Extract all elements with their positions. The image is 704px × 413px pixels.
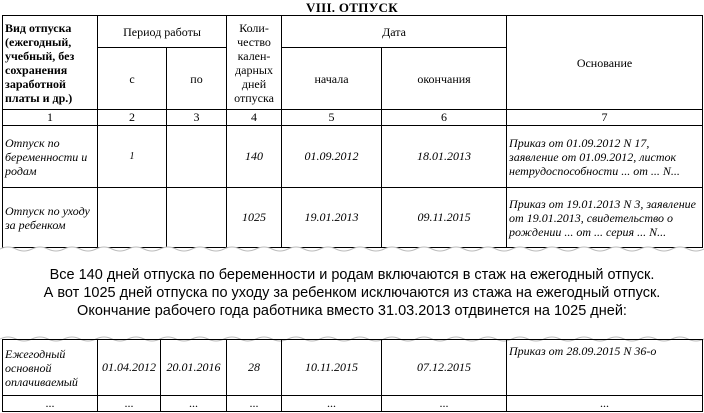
- header-period: Период работы: [98, 16, 227, 48]
- column-numbers-row: [3, 110, 703, 126]
- row-start: 01.09.2012: [282, 126, 382, 188]
- section-title: VIII. ОТПУСК: [306, 0, 398, 15]
- row-days: 1025: [227, 188, 282, 248]
- header-start: начала: [282, 48, 382, 110]
- row-basis: Приказ от 28.09.2015 N 36-о: [507, 340, 703, 396]
- header-to: по: [167, 48, 227, 110]
- note-line: Все 140 дней отпуска по беременности и родам включаются в стаж на ежегодный отпуск.: [49, 267, 655, 283]
- note-line: А вот 1025 дней отпуска по уходу за ребенком исключаются из стажа на ежегодный отпуск.: [43, 285, 661, 301]
- row-days: 28: [227, 340, 282, 396]
- col-number: 5: [282, 110, 382, 126]
- ellipsis-cell: ...: [161, 396, 227, 412]
- header-end: окончания: [382, 48, 507, 110]
- col-number: 2: [98, 110, 167, 126]
- ellipsis-row: [3, 396, 703, 412]
- row-start: 19.01.2013: [282, 188, 382, 248]
- ellipsis-cell: ...: [3, 396, 98, 412]
- row-from: 1: [98, 126, 167, 188]
- row-vid: Отпуск по уходу за ребенком: [3, 188, 98, 248]
- vacation-table-continued: [2, 339, 703, 412]
- row-vid: Ежегодный основной оплачиваемый: [3, 340, 98, 396]
- ellipsis-cell: ...: [382, 396, 507, 412]
- ellipsis-cell: ...: [282, 396, 382, 412]
- col-number: 4: [227, 110, 282, 126]
- col-number: 7: [507, 110, 703, 126]
- header-vid: Вид отпуска (ежегодный, учебный, без сохранения заработной платы и др.): [3, 16, 98, 110]
- row-basis: Приказ от 19.01.2013 N 3, заявление от 19.01.2013, свидетельство о рождении ... от ... серия ... N...: [507, 188, 703, 248]
- ellipsis-cell: ...: [507, 396, 703, 412]
- header-qty: Коли-чество кален-дарных дней отпуска: [227, 16, 282, 110]
- explanation-text: [0, 266, 704, 320]
- row-to: [167, 126, 227, 188]
- vacation-table: [2, 15, 703, 248]
- row-end: 09.11.2015: [382, 188, 507, 248]
- table-row: [3, 126, 703, 188]
- torn-edge-top: [0, 240, 704, 260]
- ellipsis-cell: ...: [98, 396, 161, 412]
- col-number: 6: [382, 110, 507, 126]
- row-end: 07.12.2015: [382, 340, 507, 396]
- row-basis: Приказ от 01.09.2012 N 17, заявление от 01.09.2012, листок нетрудоспособности ... от ... N...: [507, 126, 703, 188]
- header-date: Дата: [282, 16, 507, 48]
- row-from: 01.04.2012: [98, 340, 161, 396]
- col-number: 3: [167, 110, 227, 126]
- row-days: 140: [227, 126, 282, 188]
- row-vid: Отпуск по беременности и родам: [3, 126, 98, 188]
- table-row: [3, 340, 703, 396]
- row-start: 10.11.2015: [282, 340, 382, 396]
- row-to: 20.01.2016: [161, 340, 227, 396]
- note-line: Окончание рабочего года работника вместо 31.03.2013 отдвинется на 1025 дней:: [77, 303, 627, 319]
- header-basis: Основание: [507, 16, 703, 110]
- row-from: [98, 188, 167, 248]
- row-to: [167, 188, 227, 248]
- col-number: 1: [3, 110, 98, 126]
- header-from: с: [98, 48, 167, 110]
- table-row: [3, 188, 703, 248]
- ellipsis-cell: ...: [227, 396, 282, 412]
- row-end: 18.01.2013: [382, 126, 507, 188]
